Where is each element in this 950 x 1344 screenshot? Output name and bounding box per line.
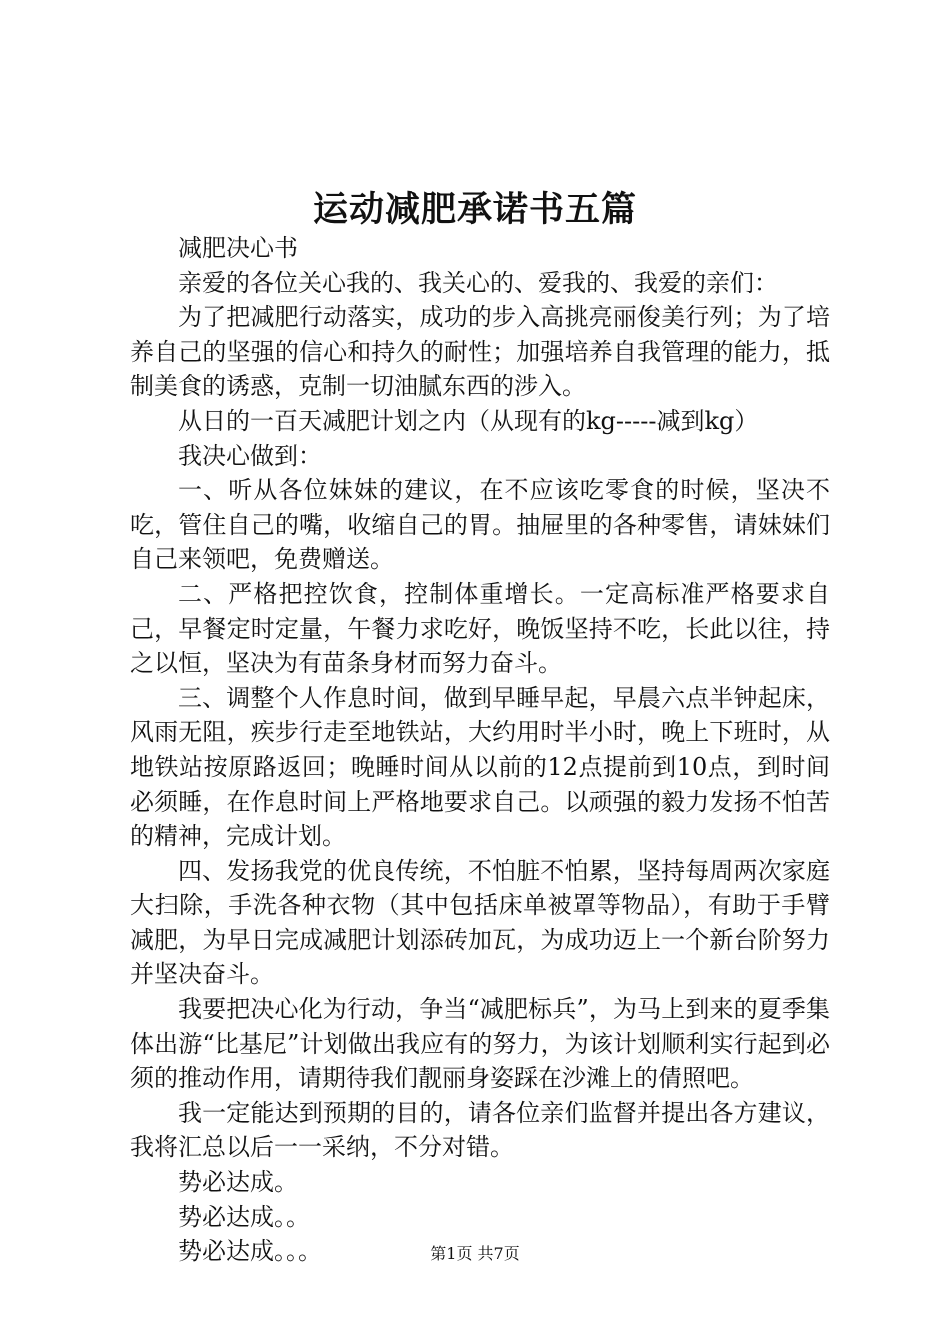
page-footer: 第1页 共7页 [430, 1244, 520, 1263]
paragraph: 我决心做到： [178, 441, 322, 470]
paragraph: 四、发扬我党的优良传统，不怕脏不怕累，坚持每周两次家庭大扫除，手洗各种衣物（其中包括床单被罩等物品），有助于手臂减肥，为早日完成减肥计划添砖加瓦，为成功迈上一个新台阶努力并坚决奋斗。 [130, 856, 830, 989]
document-title: 运动减肥承诺书五篇 [312, 189, 637, 230]
paragraph: 势必达成。 [178, 1168, 298, 1197]
paragraph: 二、严格把控饮食，控制体重增长。一定高标准严格要求自己，早餐定时定量，午餐力求吃好，晚饭坚持不吃，长此以往，持之以恒，坚决为有苗条身材而努力奋斗。 [130, 579, 830, 678]
paragraph: 减肥决心书 [178, 234, 298, 262]
paragraph: 势必达成。。。 [178, 1237, 322, 1266]
paragraph: 从日的一百天减肥计划之内（从现有的kg-----减到kg） [178, 406, 759, 435]
paragraph: 一、听从各位妹妹的建议，在不应该吃零食的时候，坚决不吃，管住自己的嘴，收缩自己的胃。抽屉里的各种零售，请妹妹们自己来领吧，免费赠送。 [130, 476, 830, 574]
paragraph: 为了把减肥行动落实，成功的步入高挑亮丽俊美行列；为了培养自己的坚强的信心和持久的耐性；加强培养自我管理的能力，抵制美食的诱惑，克制一切油腻东西的涉入。 [130, 303, 830, 401]
document-body [130, 231, 830, 1269]
paragraph: 势必达成。。 [178, 1202, 310, 1231]
paragraph: 我一定能达到预期的目的，请各位亲们监督并提出各方建议，我将汇总以后一一采纳，不分对错。 [130, 1098, 830, 1162]
paragraph: 我要把决心化为行动，争当“减肥标兵”，为马上到来的夏季集体出游“比基尼”计划做出我应有的努力，为该计划顺利实行起到必须的推动作用，请期待我们靓丽身姿踩在沙滩上的倩照吧。 [130, 995, 830, 1093]
paragraph: 三、调整个人作息时间，做到早睡早起，早晨六点半钟起床，风雨无阻，疾步行走至地铁站，大约用时半小时，晚上下班时，从地铁站按原路返回；晚睡时间从以前的12点提前到10点，到时间必须睡，在作息时间上严格地要求自己。以顽强的毅力发扬不怕苦的精神，完成计划。 [130, 683, 830, 851]
paragraph: 亲爱的各位关心我的、我关心的、爱我的、我爱的亲们： [178, 268, 778, 297]
